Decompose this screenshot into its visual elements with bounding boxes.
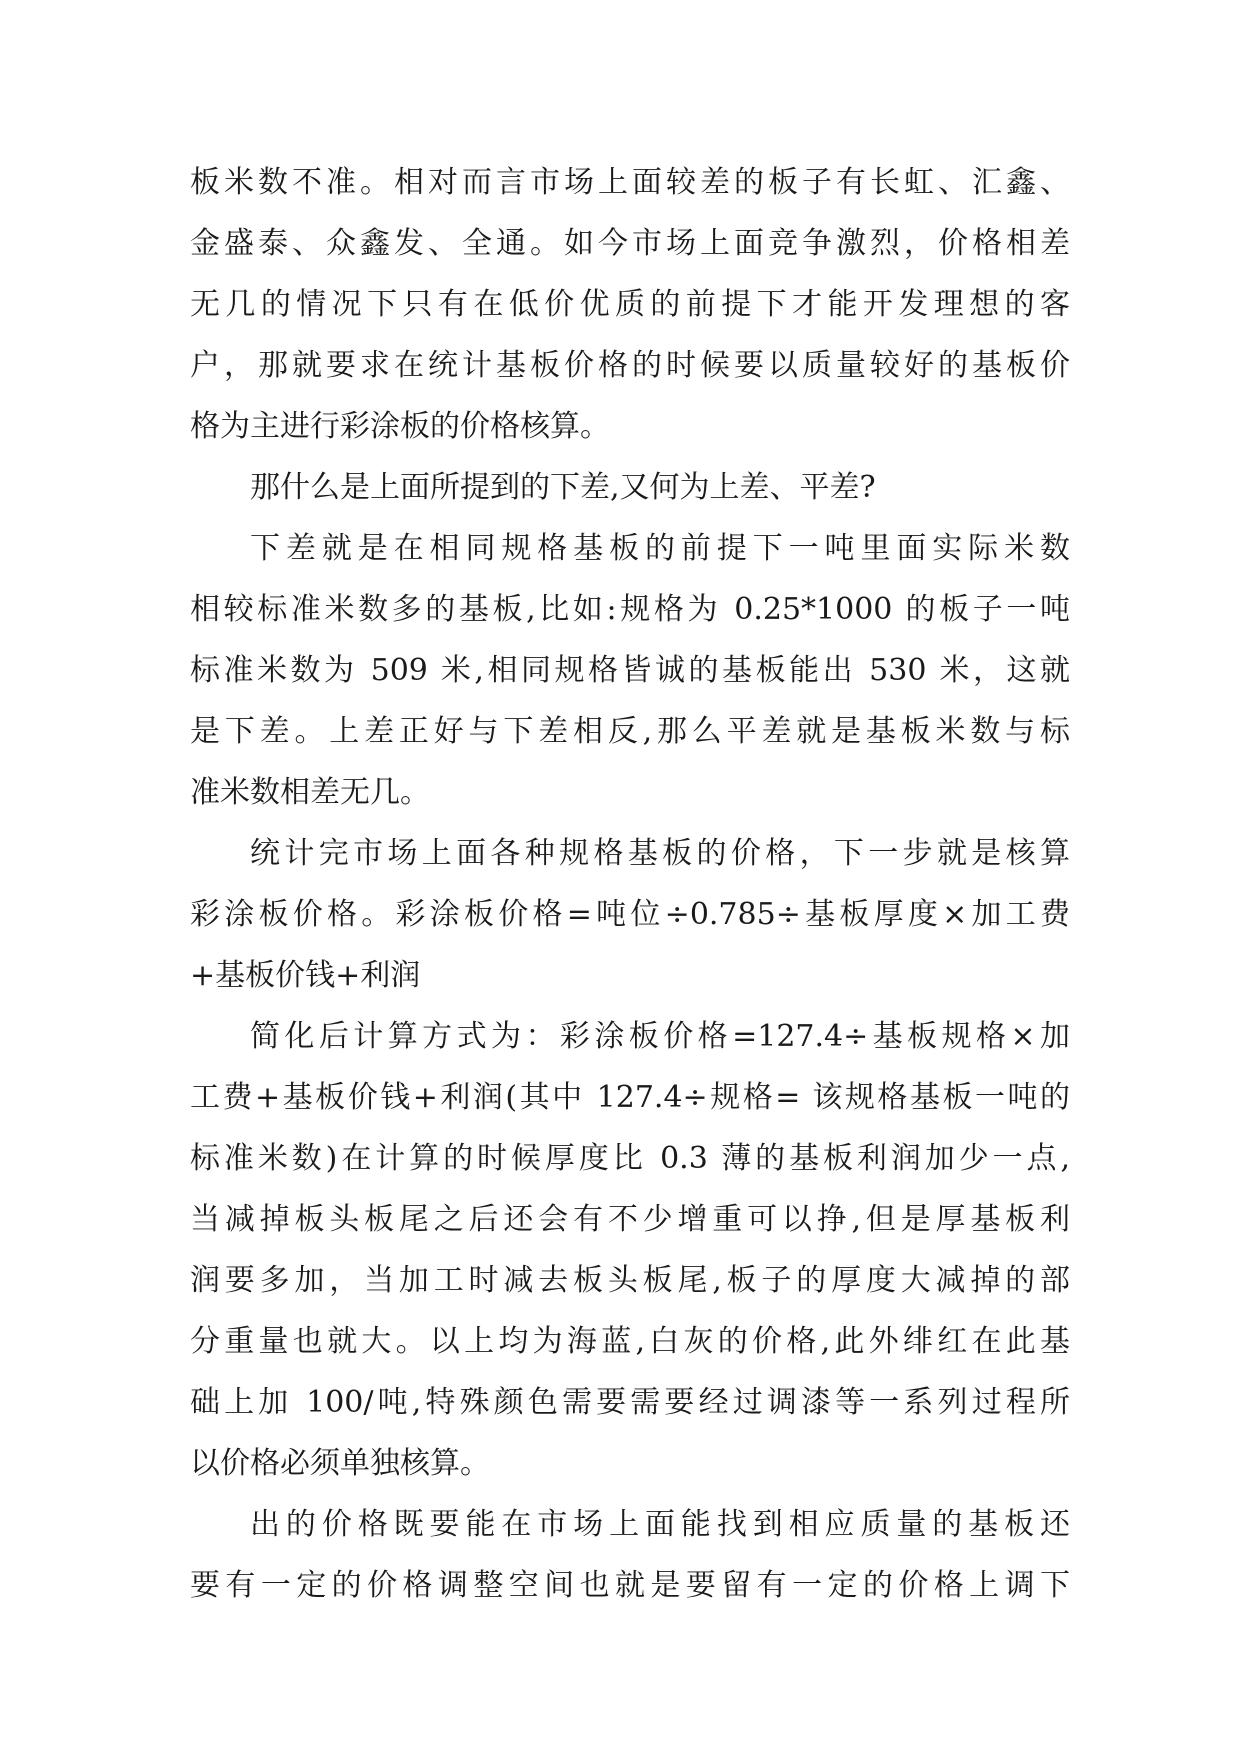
text-line: +基板价钱+利润 [190, 958, 421, 993]
paragraph-1 [190, 152, 1070, 457]
paragraph-4 [190, 823, 1070, 1006]
text-line: 出的价格既要能在市场上面能找到相应质量的基板还 [250, 1507, 1070, 1542]
text-line: 简化后计算方式为：彩涂板价格=127.4÷基板规格×加 [250, 1019, 1070, 1054]
text-line: 户，那就要求在统计基板价格的时候要以质量较好的基板价 [190, 348, 1070, 383]
text-line: 工费+基板价钱+利润(其中 127.4÷规格= 该规格基板一吨的 [190, 1080, 1070, 1115]
text-line: 板米数不准。相对而言市场上面较差的板子有长虹、汇鑫、 [190, 165, 1070, 200]
document-body [190, 152, 1070, 1616]
text-line: 金盛泰、众鑫发、全通。如今市场上面竞争激烈，价格相差 [190, 226, 1070, 261]
text-line: 彩涂板价格。彩涂板价格=吨位÷0.785÷基板厚度×加工费 [190, 897, 1070, 932]
text-line: 要有一定的价格调整空间也就是要留有一定的价格上调下 [190, 1568, 1070, 1603]
text-line: 相较标准米数多的基板,比如:规格为 0.25*1000 的板子一吨 [190, 592, 1070, 627]
text-line: 那什么是上面所提到的下差,又何为上差、平差? [250, 470, 876, 505]
paragraph-3 [190, 518, 1070, 823]
text-line: 当减掉板头板尾之后还会有不少增重可以挣,但是厚基板利 [190, 1202, 1070, 1237]
text-line: 础上加 100/吨,特殊颜色需要需要经过调漆等一系列过程所 [190, 1385, 1070, 1420]
text-line: 标准米数为 509 米,相同规格皆诚的基板能出 530 米，这就 [190, 653, 1070, 688]
text-line: 是下差。上差正好与下差相反,那么平差就是基板米数与标 [190, 714, 1070, 749]
text-line: 分重量也就大。以上均为海蓝,白灰的价格,此外绯红在此基 [190, 1324, 1070, 1359]
paragraph-2 [190, 457, 1070, 518]
text-line: 格为主进行彩涂板的价格核算。 [190, 409, 610, 444]
text-line: 标准米数)在计算的时候厚度比 0.3 薄的基板利润加少一点, [190, 1141, 1070, 1176]
paragraph-6 [190, 1494, 1070, 1616]
paragraph-5 [190, 1006, 1070, 1494]
text-line: 润要多加，当加工时减去板头板尾,板子的厚度大减掉的部 [190, 1263, 1070, 1298]
text-line: 以价格必须单独核算。 [190, 1446, 490, 1481]
text-line: 准米数相差无几。 [190, 775, 430, 810]
text-line: 下差就是在相同规格基板的前提下一吨里面实际米数 [250, 531, 1070, 566]
text-line: 无几的情况下只有在低价优质的前提下才能开发理想的客 [190, 287, 1070, 322]
text-line: 统计完市场上面各种规格基板的价格，下一步就是核算 [250, 836, 1070, 871]
